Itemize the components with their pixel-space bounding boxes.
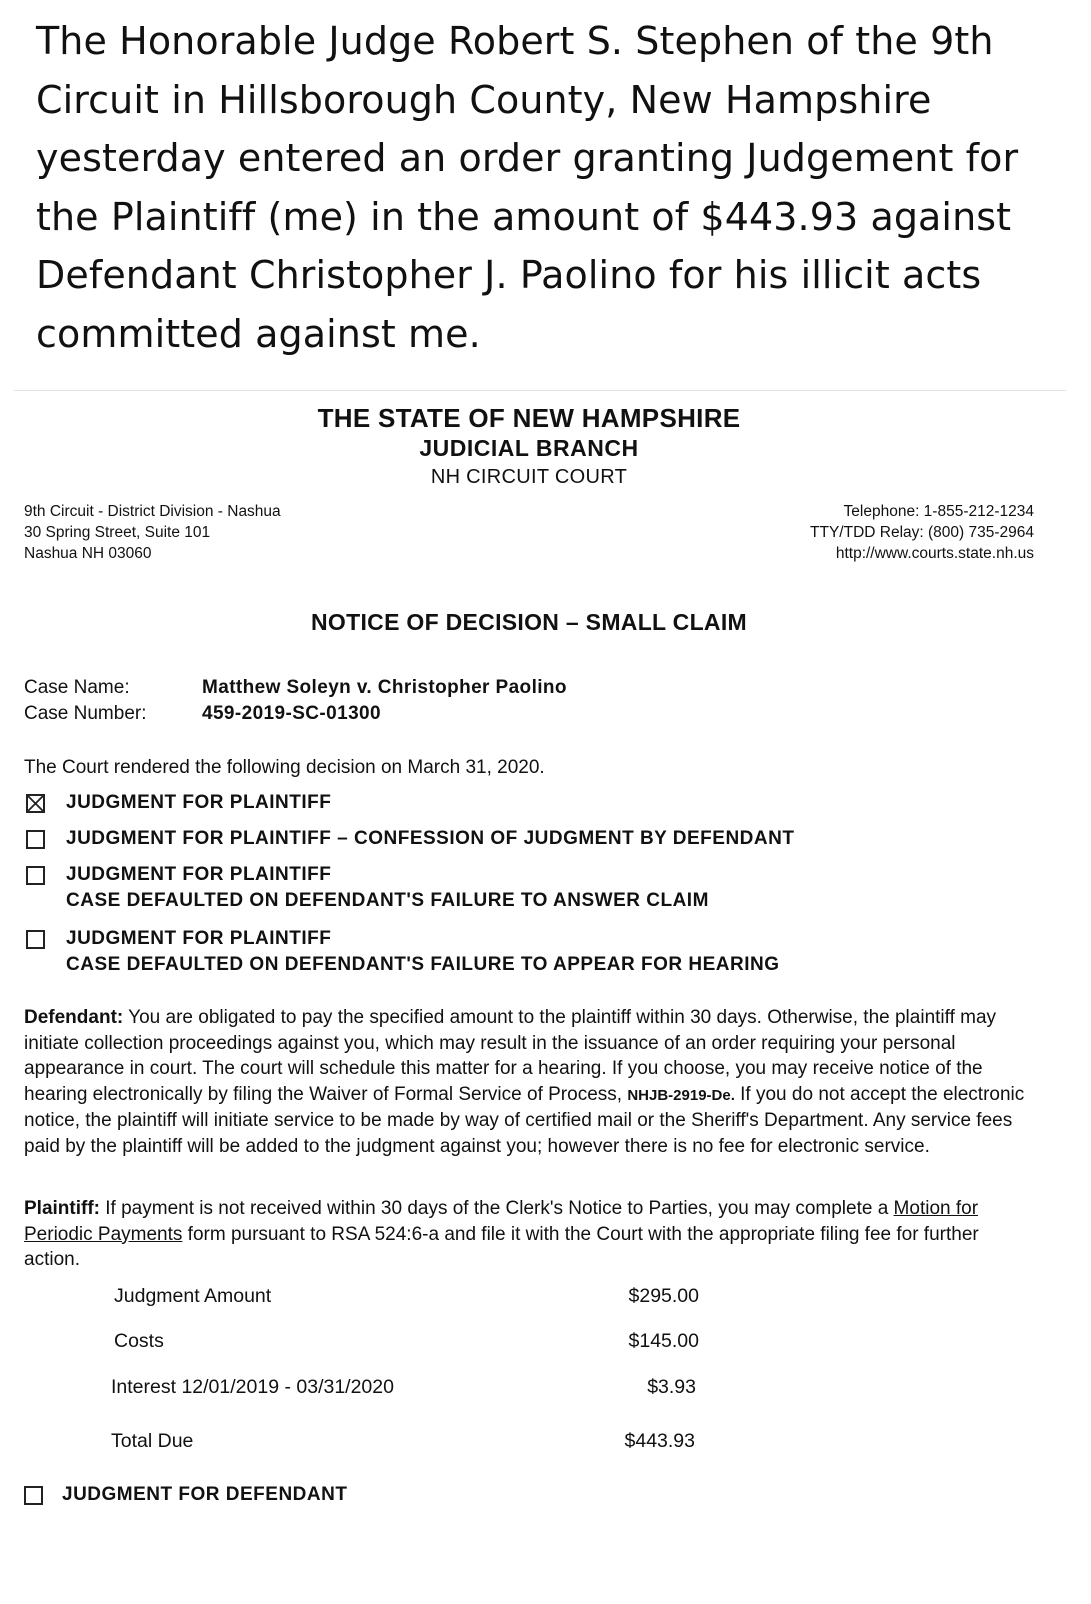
option-label: JUDGMENT FOR PLAINTIFF [66, 928, 332, 949]
option-sublabel: CASE DEFAULTED ON DEFENDANT'S FAILURE TO ANSWER CLAIM [66, 890, 709, 911]
costs-value: $145.00 [628, 1330, 699, 1352]
defendant-text-b: If you do not accept the electronic notice, the plaintiff will initiate service to be made by way of certified mail or the Sheriff's Department. Any service fees paid by the plaintiff will be added to the judgment against you; however there is no fee for electronic service. [24, 1083, 1025, 1157]
post-line: The Honorable Judge Robert S. Stephen of the 9th [36, 19, 994, 63]
judgment-amount-label: Judgment Amount [114, 1285, 272, 1307]
court-url: http://www.courts.state.nh.us [835, 545, 1034, 562]
post-line: the Plaintiff (me) in the amount of $443.93 against [36, 194, 1012, 239]
form-code: NHJB-2919-De. [627, 1086, 735, 1104]
defendant-text-a: You are obligated to pay the specified amount to the plaintiff within 30 days. Otherwise, the plaintiff may initiate collection proceedings against you, which may result in the issuance of an order requiring your personal appearance in court. The court will schedule this matter for a hearing. If you choose, you may receive notice of the hearing electronically by filing the Waiver of Formal Service of Process, [24, 1007, 997, 1105]
post-line: yesterday entered an order granting Judgement for [36, 136, 1019, 180]
total-due-value: $443.93 [624, 1430, 695, 1452]
address-line: 30 Spring Street, Suite 101 [24, 524, 211, 541]
notice-title: NOTICE OF DECISION – SMALL CLAIM [311, 609, 747, 635]
judgment-amount-value: $295.00 [628, 1285, 699, 1307]
total-due-label: Total Due [111, 1430, 194, 1452]
state-title: THE STATE OF NEW HAMPSHIRE [317, 403, 741, 433]
option-label: JUDGMENT FOR PLAINTIFF [66, 864, 332, 885]
option-label: JUDGMENT FOR PLAINTIFF [66, 792, 332, 813]
option-judgment-for-plaintiff [66, 790, 331, 816]
plaintiff-lead: Plaintiff: [24, 1198, 100, 1219]
case-number-value: 459-2019-SC-01300 [202, 703, 381, 724]
option-label: JUDGMENT FOR PLAINTIFF – CONFESSION OF JUDGMENT BY DEFENDANT [66, 828, 795, 849]
decision-statement: The Court rendered the following decision on March 31, 2020. [24, 757, 545, 778]
checkbox-unchecked-icon [26, 866, 45, 885]
address-line: 9th Circuit - District Division - Nashua [24, 503, 281, 520]
interest-value: $3.93 [647, 1376, 696, 1398]
case-name-value: Matthew Soleyn v. Christopher Paolino [202, 677, 567, 698]
option-default-failure-to-appear [66, 926, 779, 978]
plaintiff-text-a: If payment is not received within 30 days of the Clerk's Notice to Parties, you may complete a [100, 1198, 894, 1219]
option-sublabel: CASE DEFAULTED ON DEFENDANT'S FAILURE TO APPEAR FOR HEARING [66, 954, 780, 975]
court-address [24, 501, 281, 564]
post-line: Defendant Christopher J. Paolino for his illicit acts [36, 253, 982, 297]
address-line: Nashua NH 03060 [24, 545, 152, 562]
checkbox-unchecked-icon [24, 1486, 43, 1505]
tty-relay: TTY/TDD Relay: (800) 735-2964 [810, 524, 1034, 541]
court-notice-document[interactable] [14, 390, 1066, 1591]
post-text [36, 12, 1076, 363]
checkbox-checked-icon [26, 794, 45, 813]
option-confession-of-judgment [66, 826, 794, 852]
interest-label: Interest 12/01/2019 - 03/31/2020 [111, 1376, 394, 1398]
periodic-payments-link[interactable]: Motion for Periodic Payments [24, 1198, 979, 1245]
post-line: Circuit in Hillsborough County, New Hampshire [36, 77, 932, 122]
post-line: committed against me. [36, 311, 481, 356]
checkbox-unchecked-icon [26, 930, 45, 949]
telephone: Telephone: 1-855-212-1234 [843, 503, 1034, 520]
court-contact [810, 501, 1034, 564]
defendant-lead: Defendant: [24, 1007, 124, 1028]
option-judgment-for-defendant: JUDGMENT FOR DEFENDANT [62, 1484, 348, 1505]
costs-label: Costs [114, 1330, 164, 1352]
plaintiff-text-b: form pursuant to RSA 524:6-a and file it with the Court with the appropriate filing fee for further action. [24, 1223, 979, 1270]
court-title: NH CIRCUIT COURT [430, 466, 628, 488]
plaintiff-instructions [24, 1196, 1034, 1273]
checkbox-unchecked-icon [26, 830, 45, 849]
option-default-failure-to-answer [66, 862, 709, 914]
defendant-instructions [24, 1005, 1034, 1159]
case-name-label: Case Name: [24, 677, 130, 698]
case-number-label: Case Number: [24, 703, 147, 724]
branch-title: JUDICIAL BRANCH [419, 435, 639, 461]
